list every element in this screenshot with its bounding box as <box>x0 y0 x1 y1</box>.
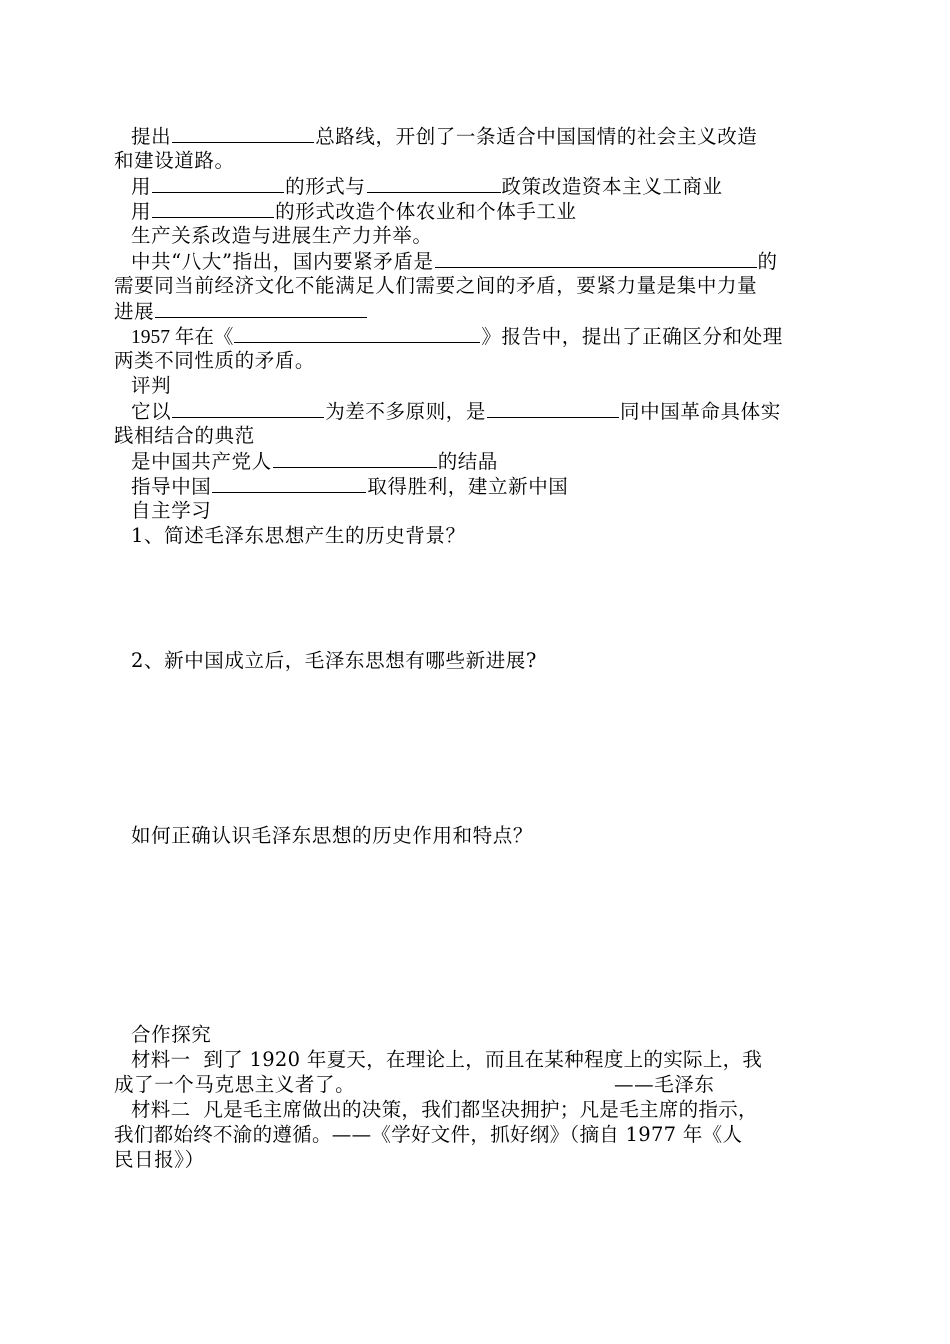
text-run: 民日报》） <box>114 1148 205 1171</box>
material-line <box>114 1073 715 1097</box>
text-run: 2、新中国成立后，毛泽东思想有哪些新进展? <box>131 649 537 672</box>
text-run: 材料二 凡是毛主席做出的决策，我们都坚决拥护；凡是毛主席的指示， <box>131 1098 758 1121</box>
text-line <box>131 324 783 350</box>
material-line <box>114 1123 742 1147</box>
text-run: 进展 <box>114 300 155 323</box>
text-run: 政策改造资本主义工商业 <box>501 175 723 198</box>
text-line <box>131 124 757 149</box>
text-run: 我们都始终不渝的遵循。——《学好文件，抓好纲》（摘自 1977 年《人 <box>114 1123 743 1146</box>
text-run: 的形式改造个体农业和个体手工业 <box>275 200 577 223</box>
fill-blank[interactable] <box>487 399 619 418</box>
text-run: 评判 <box>131 374 172 397</box>
text-line <box>131 399 781 424</box>
fill-blank[interactable] <box>152 174 284 193</box>
material-line <box>114 1148 205 1172</box>
text-run: 的 <box>757 250 778 273</box>
text-run: 1、简述毛泽东思想产生的历史背景？ <box>131 524 466 547</box>
question <box>131 824 533 848</box>
text-run: 合作探究 <box>131 1023 212 1046</box>
text-line <box>131 174 723 199</box>
text-run: 提出 <box>131 125 172 148</box>
text-run: 生产关系改造与进展生产力并举。 <box>131 224 433 247</box>
text-run: 总路线，开创了一条适合中国国情的社会主义改造 <box>315 125 758 148</box>
text-line <box>131 449 498 474</box>
text-run: 成了一个马克思主义者了。 <box>114 1073 356 1096</box>
fill-blank[interactable] <box>155 299 367 318</box>
text-line <box>131 224 433 248</box>
text-run: 为差不多原则，是 <box>325 400 487 423</box>
text-line <box>131 199 577 224</box>
text-run: 自主学习 <box>131 499 212 522</box>
text-run: 需要同当前经济文化不能满足人们需要之间的矛盾，要紧力量是集中力量 <box>114 274 758 297</box>
fill-blank[interactable] <box>152 199 274 218</box>
text-run: 材料一 到了 1920 年夏天，在理论上，而且在某种程度上的实际上，我 <box>131 1048 763 1071</box>
text-run: 1957 年在《 <box>131 327 234 348</box>
text-line <box>114 274 757 298</box>
text-run: 用 <box>131 200 152 223</box>
text-run: 》报告中，提出了正确区分和处理 <box>481 325 783 348</box>
text-line <box>114 149 235 173</box>
material-line <box>131 1098 758 1122</box>
text-run: 取得胜利，建立新中国 <box>367 475 569 498</box>
material-line <box>131 1048 762 1072</box>
fill-blank[interactable] <box>367 174 501 193</box>
section-heading <box>131 499 211 523</box>
fill-blank[interactable] <box>172 124 314 143</box>
text-line <box>131 374 171 398</box>
fill-blank[interactable] <box>212 474 366 493</box>
attribution: ——毛泽东 <box>614 1073 715 1096</box>
text-run: 践相结合的典范 <box>114 424 255 447</box>
text-run: 的结晶 <box>437 450 499 473</box>
text-line <box>114 349 315 373</box>
text-run: 同中国革命具体实 <box>620 400 781 423</box>
text-run: 和建设道路。 <box>114 149 235 172</box>
section-heading <box>131 1023 211 1047</box>
text-run: 中共“八大”指出，国内要紧矛盾是 <box>131 250 434 273</box>
text-run: 的形式与 <box>285 175 366 198</box>
question <box>131 649 537 673</box>
fill-blank[interactable] <box>435 249 757 268</box>
text-run: 是中国共产党人 <box>131 450 272 473</box>
text-run: 它以 <box>131 400 172 423</box>
text-line <box>131 249 778 274</box>
text-run: 用 <box>131 175 152 198</box>
text-run: 两类不同性质的矛盾。 <box>114 349 316 372</box>
fill-blank[interactable] <box>234 324 480 343</box>
fill-blank[interactable] <box>273 449 437 468</box>
text-line <box>114 424 255 448</box>
text-line <box>131 474 568 499</box>
question <box>131 524 466 548</box>
text-run: 如何正确认识毛泽东思想的历史作用和特点？ <box>131 824 534 847</box>
text-run: 指导中国 <box>131 475 212 498</box>
fill-blank[interactable] <box>172 399 324 418</box>
text-line <box>114 299 368 324</box>
